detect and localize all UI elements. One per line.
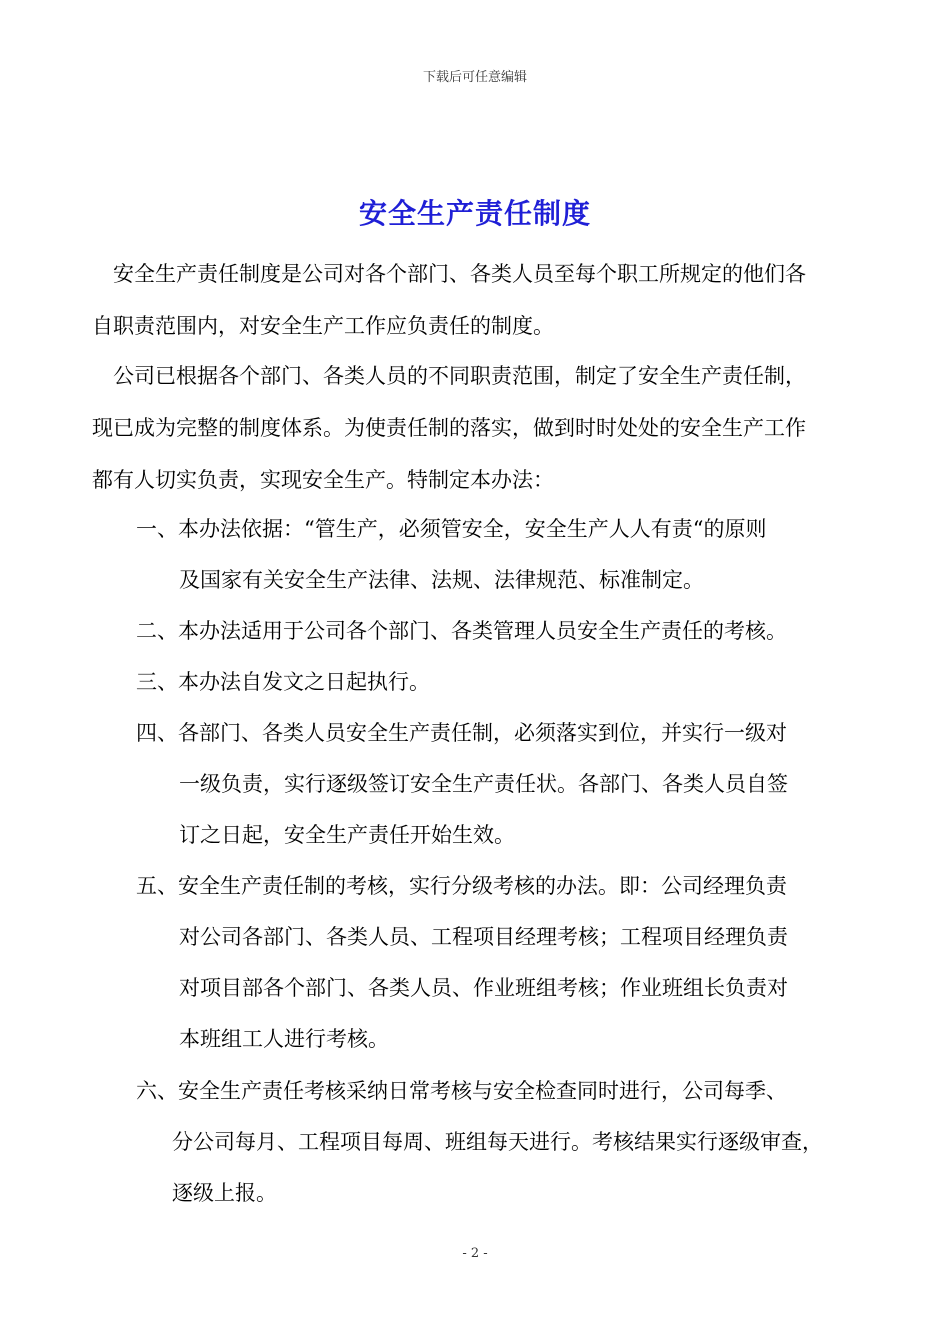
list-item-line: 本班组工人进行考核。 (179, 1027, 389, 1051)
list-item-line: 分公司每月、工程项目每周、班组每天进行。考核结果实行逐级审查， (172, 1130, 823, 1154)
list-item-line: 对公司各部门、各类人员、工程项目经理考核；工程项目经理负责 (179, 925, 788, 949)
list-item (136, 861, 866, 1065)
list-item-lead: 五、安全生产责任制的考核，实行分级考核的办法。即：公司经理负责 (136, 874, 787, 898)
list-item (136, 606, 866, 657)
list-item-line: 逐级上报。 (172, 1181, 277, 1205)
list-item-lead: 六、安全生产责任考核采纳日常考核与安全检查同时进行，公司每季、 (136, 1079, 787, 1103)
paragraph-basis (92, 350, 862, 454)
paragraph-line: 公司已根据各个部门、各类人员的不同职责范围，制定了安全生产责任制， (113, 364, 806, 388)
paragraph-intro (92, 248, 862, 352)
list-item-lead: 二、本办法适用于公司各个部门、各类管理人员安全生产责任的考核。 (136, 619, 787, 643)
paragraph-line: 现已成为完整的制度体系。为使责任制的落实，做到时时处处的安全生产工作 (92, 416, 806, 440)
list-item-line: 订之日起，安全生产责任开始生效。 (179, 823, 515, 847)
list-item-line: 及国家有关安全生产法律、法规、法律规范、标准制定。 (179, 568, 704, 592)
paragraph-line: 安全生产责任制度是公司对各个部门、各类人员至每个职工所规定的他们各 (113, 262, 806, 286)
list-item-line: 对项目部各个部门、各类人员、作业班组考核；作业班组长负责对 (179, 976, 788, 1000)
list-item-line: 一级负责，实行逐级签订安全生产责任状。各部门、各类人员自签 (179, 772, 788, 796)
paragraph-purpose (92, 454, 862, 506)
list-item-lead: 一、本办法依据：“管生产，必须管安全，安全生产人人有责“的原则 (136, 517, 767, 541)
paragraph-line: 自职责范围内，对安全生产工作应负责任的制度。 (92, 314, 554, 338)
document-title: 安全生产责任制度 (358, 197, 591, 230)
list-item (136, 708, 866, 861)
list-item (136, 657, 866, 708)
list-item (136, 1066, 866, 1219)
header-note: 下载后可任意编辑 (422, 70, 527, 85)
paragraph-line: 都有人切实负责，实现安全生产。特制定本办法： (92, 468, 554, 492)
list-item-lead: 四、各部门、各类人员安全生产责任制，必须落实到位，并实行一级对 (136, 721, 787, 745)
list-item (136, 504, 866, 606)
list-item-lead: 三、本办法自发文之日起执行。 (136, 670, 430, 694)
page-number: - 2 - (462, 1246, 488, 1261)
